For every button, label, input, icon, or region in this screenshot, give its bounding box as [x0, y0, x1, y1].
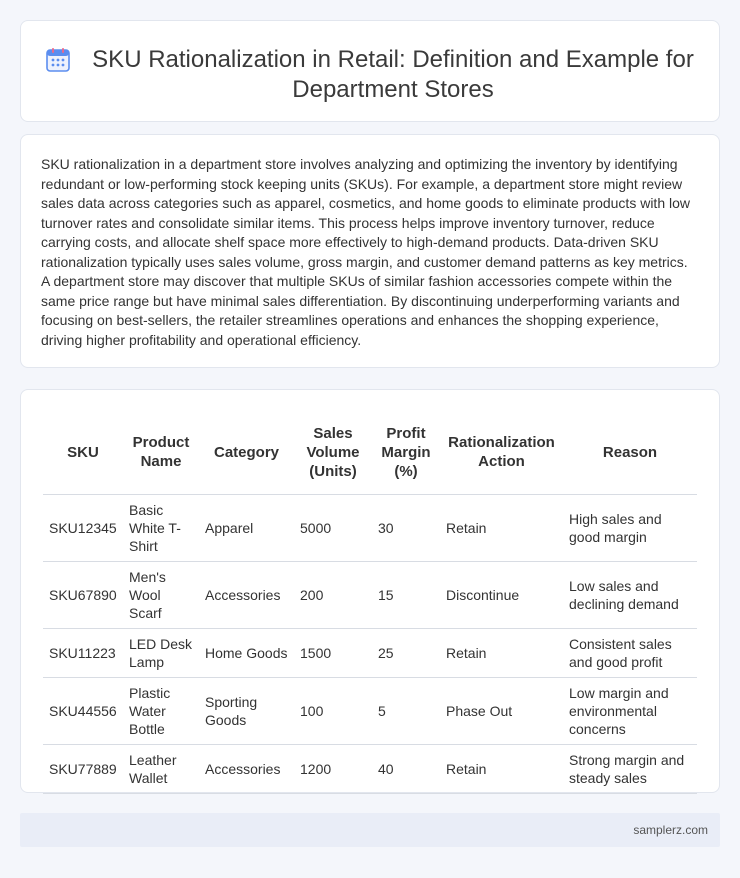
description-text: SKU rationalization in a department store involves analyzing and optimizing the inventory by identifying redundant or low-performing stock keeping units (SKUs). For example, a department store might review sales data across categories such as apparel, cosmetics, and home goods to eliminate products with low turnover rates and consolidate similar items. This process helps improve inventory turnover, reduce carrying costs, and allocate shelf space more effectively to high-demand products. Data-driven SKU rationalization typically uses sales volume, gross margin, and customer demand patterns as key metrics. A department store may discover that multiple SKUs of similar fashion accessories compete within the same price range but have minimal sales differentiation. By discontinuing underperforming variants and focusing on best-sellers, the retailer streamlines operations and enhances the shopping experience, driving higher profitability and operational efficiency. [41, 156, 691, 348]
cell-sku: SKU44556 [43, 677, 123, 744]
header-profit-margin: Profit Margin (%) [372, 412, 440, 494]
cell-action: Retain [440, 744, 563, 793]
table-card [20, 389, 720, 793]
calendar-icon [45, 47, 71, 73]
description-card [20, 134, 720, 368]
cell-reason: Strong margin and steady sales [563, 744, 697, 793]
cell-action: Phase Out [440, 677, 563, 744]
header-category: Category [199, 412, 294, 494]
header-sales-volume: Sales Volume (Units) [294, 412, 372, 494]
table-row [43, 561, 697, 628]
cell-reason: Consistent sales and good profit [563, 628, 697, 677]
table-row [43, 494, 697, 561]
cell-action: Retain [440, 628, 563, 677]
table-row [43, 628, 697, 677]
cell-sales-volume: 200 [294, 561, 372, 628]
cell-action: Retain [440, 494, 563, 561]
header-sku: SKU [43, 412, 123, 494]
cell-product-name: Leather Wallet [123, 744, 199, 793]
cell-product-name: Basic White T-Shirt [123, 494, 199, 561]
title-row [21, 21, 719, 105]
cell-category: Sporting Goods [199, 677, 294, 744]
cell-category: Home Goods [199, 628, 294, 677]
cell-product-name: Plastic Water Bottle [123, 677, 199, 744]
cell-sales-volume: 1500 [294, 628, 372, 677]
cell-sku: SKU67890 [43, 561, 123, 628]
cell-reason: Low margin and environmental concerns [563, 677, 697, 744]
cell-sku: SKU12345 [43, 494, 123, 561]
footer-site-link[interactable]: samplerz.com [633, 823, 708, 837]
cell-profit-margin: 40 [372, 744, 440, 793]
cell-reason: Low sales and declining demand [563, 561, 697, 628]
cell-sku: SKU11223 [43, 628, 123, 677]
cell-profit-margin: 15 [372, 561, 440, 628]
cell-sales-volume: 1200 [294, 744, 372, 793]
table-row [43, 744, 697, 793]
cell-category: Accessories [199, 561, 294, 628]
cell-category: Accessories [199, 744, 294, 793]
header-card [20, 20, 720, 122]
cell-action: Discontinue [440, 561, 563, 628]
cell-profit-margin: 25 [372, 628, 440, 677]
cell-category: Apparel [199, 494, 294, 561]
footer [20, 813, 720, 847]
page-title: SKU Rationalization in Retail: Definition and Example for Department Stores [92, 46, 694, 103]
cell-profit-margin: 30 [372, 494, 440, 561]
cell-sales-volume: 100 [294, 677, 372, 744]
sku-table [43, 412, 697, 794]
cell-profit-margin: 5 [372, 677, 440, 744]
table-row [43, 677, 697, 744]
table-header-row [43, 412, 697, 494]
header-product-name: Product Name [123, 412, 199, 494]
header-reason: Reason [563, 412, 697, 494]
header-rationalization-action: Rationalization Action [440, 412, 563, 494]
cell-product-name: LED Desk Lamp [123, 628, 199, 677]
cell-reason: High sales and good margin [563, 494, 697, 561]
cell-sku: SKU77889 [43, 744, 123, 793]
cell-product-name: Men's Wool Scarf [123, 561, 199, 628]
cell-sales-volume: 5000 [294, 494, 372, 561]
